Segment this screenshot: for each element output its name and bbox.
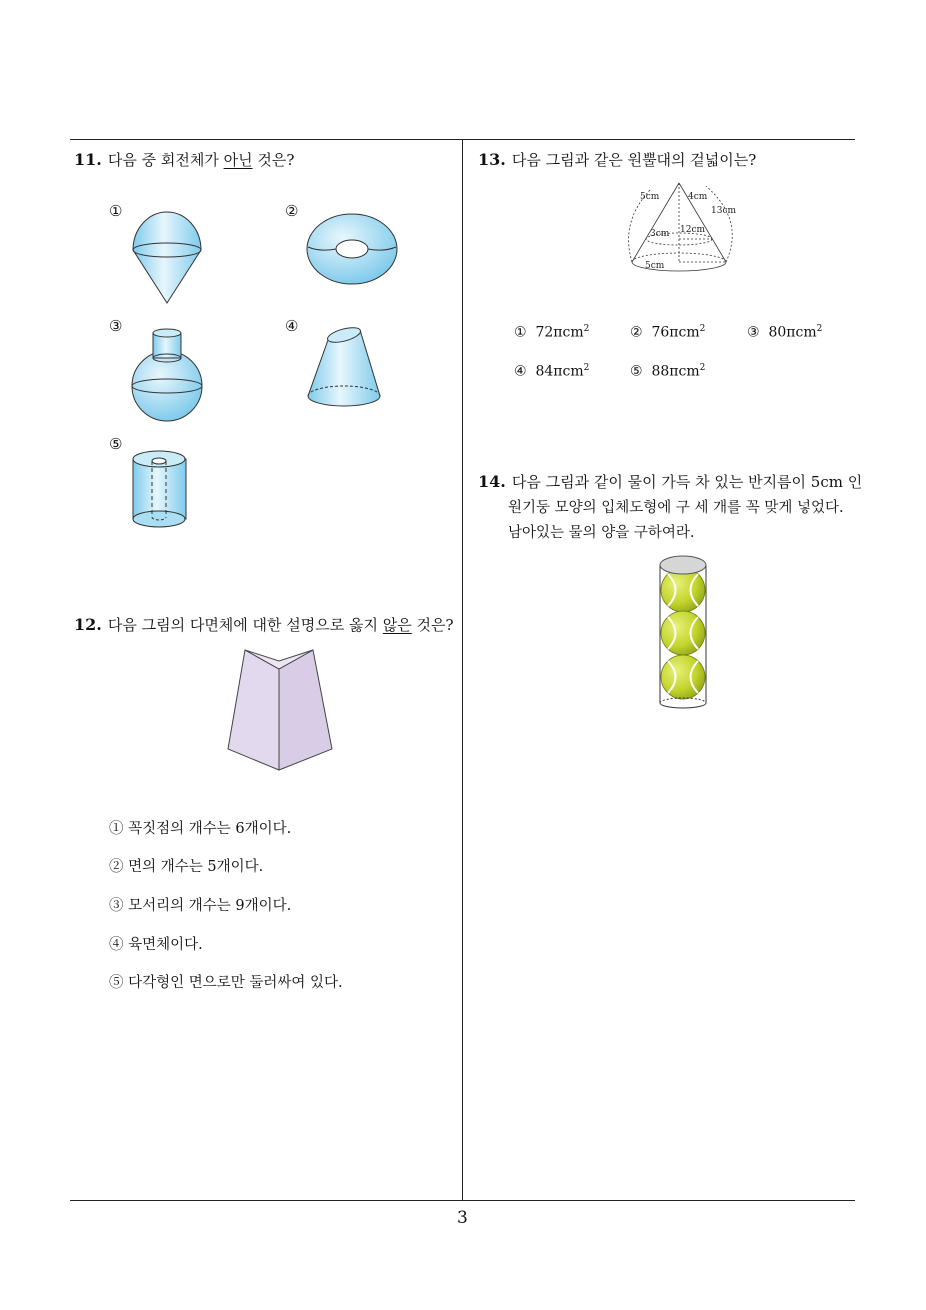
- q12-title: 12. 다음 그림의 다면체에 대한 설명으로 옳지 않은 것은?: [74, 615, 454, 634]
- q11-title: 11. 다음 중 회전체가 아닌 것은?: [74, 150, 295, 169]
- q12-option-5: ⑤ 다각형인 면으로만 둘러싸여 있다.: [109, 975, 343, 991]
- q13-label-4cm: 4cm: [688, 192, 708, 202]
- tennis-ball-3: [661, 655, 705, 699]
- q13-label-3cm: 3cm: [650, 229, 670, 239]
- q13-label-radius: 5cm: [645, 261, 665, 271]
- q12-option-2: ② 면의 개수는 5개이다.: [109, 859, 264, 875]
- q14-line-3: 남아있는 물의 양을 구하여라.: [508, 525, 695, 541]
- q13-choice-1: ① 72πcm$^2$: [514, 324, 590, 341]
- q11-number: 11.: [74, 150, 102, 169]
- q13-choice-2: ② 76πcm$^2$: [630, 324, 706, 341]
- q13-label-12cm: 12cm: [680, 225, 706, 235]
- q14-title: 14. 다음 그림과 같이 물이 가득 차 있는 반지름이 5cm 인: [478, 472, 863, 491]
- tennis-ball-2: [661, 611, 705, 655]
- q14-line-2: 원기둥 모양의 입체도형에 구 세 개를 꼭 맞게 넣었다.: [508, 500, 844, 516]
- tennis-ball-1: [661, 568, 705, 612]
- q11-marker-3: ③: [109, 317, 123, 335]
- q11-underlined: 아닌: [223, 151, 253, 169]
- page-number: 3: [457, 1208, 468, 1228]
- cylinder-lid: [660, 556, 706, 574]
- q12-option-1: ① 꼭짓점의 개수는 6개이다.: [109, 821, 292, 837]
- q13-choice-4: ④ 84πcm$^2$: [514, 363, 590, 380]
- q13-label-slant-small: 5cm: [640, 192, 660, 202]
- q14-number: 14.: [478, 472, 506, 491]
- q13-number: 13.: [478, 150, 506, 169]
- q12-option-4: ④ 육면체이다.: [109, 937, 203, 953]
- q11-marker-1: ①: [109, 202, 123, 220]
- q11-marker-5: ⑤: [109, 435, 123, 453]
- q13-choice-3: ③ 80πcm$^2$: [747, 324, 823, 341]
- q12-underlined: 않은: [382, 616, 412, 634]
- q11-marker-4: ④: [285, 317, 299, 335]
- q13-choice-5: ⑤ 88πcm$^2$: [630, 363, 706, 380]
- q13-label-13cm: 13cm: [711, 206, 737, 216]
- q12-number: 12.: [74, 615, 102, 634]
- q12-option-3: ③ 모서리의 개수는 9개이다.: [109, 898, 292, 914]
- q13-title: 13. 다음 그림과 같은 원뿔대의 겉넓이는?: [478, 150, 757, 169]
- q11-marker-2: ②: [285, 202, 299, 220]
